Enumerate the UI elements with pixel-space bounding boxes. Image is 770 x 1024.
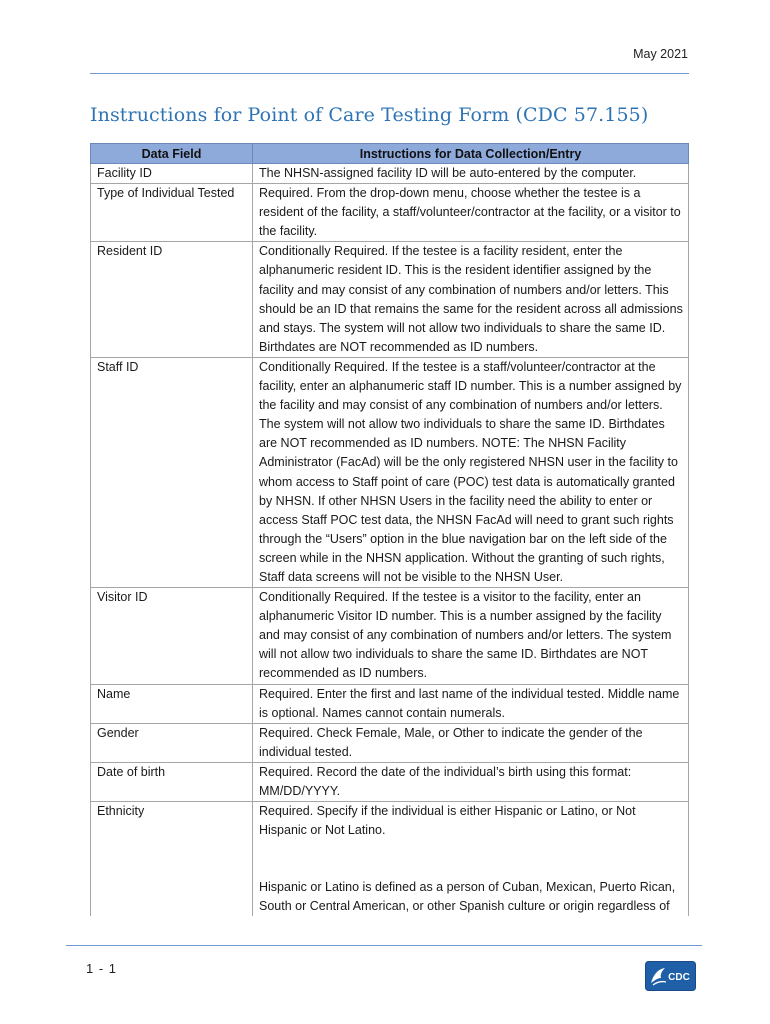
page-title: Instructions for Point of Care Testing Form (CDC 57.155): [90, 104, 649, 126]
field-name: Date of birth: [91, 762, 253, 801]
field-name: Name: [91, 684, 253, 723]
page-number: 1 - 1: [86, 961, 118, 976]
table-row: [91, 802, 689, 917]
column-header-instructions: Instructions for Data Collection/Entry: [253, 144, 689, 164]
field-name: Visitor ID: [91, 588, 253, 684]
field-name: Staff ID: [91, 357, 253, 587]
field-instructions: Required. Record the date of the individual’s birth using this format: MM/DD/YYYY.: [253, 762, 689, 801]
cdc-logo-text: CDC: [668, 972, 690, 983]
instructions-table: [90, 143, 689, 916]
field-name: Resident ID: [91, 242, 253, 358]
paragraph-gap: [259, 840, 684, 878]
field-name: Facility ID: [91, 164, 253, 184]
field-instructions: Required. Check Female, Male, or Other to indicate the gender of the individual tested.: [253, 723, 689, 762]
field-instructions: Conditionally Required. If the testee is a facility resident, enter the alphanumeric resident ID. This is the resident identifier assigned by the facility and may consist of any combination of numbers and/or letters. This should be an ID that remains the same for the resident across all admissions and stays. The system will not allow two individuals to share the same ID. Birthdates are NOT recommended as ID numbers.: [253, 242, 689, 358]
cdc-logo: [645, 961, 696, 991]
field-name: Ethnicity: [91, 802, 253, 917]
field-instructions: [253, 802, 689, 917]
ethnicity-definition: Hispanic or Latino is defined as a person of Cuban, Mexican, Puerto Rican, South or Central American, or other Spanish culture or origin regardless of: [259, 880, 676, 914]
field-instructions: Conditionally Required. If the testee is a visitor to the facility, enter an alphanumeric Visitor ID number. This is a number assigned by the facility and may consist of any combination of numbers and/or letters. The system will not allow two individuals to share the same ID. Birthdates are NOT recommended as ID numbers.: [253, 588, 689, 684]
table-row: [91, 588, 689, 684]
field-instructions: Required. Enter the first and last name of the individual tested. Middle name is optional. Names cannot contain numerals.: [253, 684, 689, 723]
field-instructions: Required. From the drop-down menu, choose whether the testee is a resident of the facility, a staff/volunteer/contractor at the facility, or a visitor to the facility.: [253, 184, 689, 242]
header-rule: [90, 73, 689, 74]
table-row: [91, 357, 689, 587]
table-row: [91, 684, 689, 723]
field-name: Type of Individual Tested: [91, 184, 253, 242]
table-row: [91, 723, 689, 762]
field-name: Gender: [91, 723, 253, 762]
table-row: [91, 242, 689, 358]
ethnicity-instructions: Required. Specify if the individual is either Hispanic or Latino, or Not Hispanic or Not Latino.: [259, 804, 636, 838]
column-header-data-field: Data Field: [91, 144, 253, 164]
footer-rule: [66, 945, 702, 946]
table-row: [91, 164, 689, 184]
field-instructions: The NHSN-assigned facility ID will be auto-entered by the computer.: [253, 164, 689, 184]
table-row: [91, 762, 689, 801]
table-header-row: [91, 144, 689, 164]
field-instructions: Conditionally Required. If the testee is a staff/volunteer/contractor at the facility, enter an alphanumeric staff ID number. This is a number assigned by the facility and may consist of any combination of numbers and/or letters. The system will not allow two individuals to share the same ID. Birthdates are NOT recommended as ID numbers. NOTE: The NHSN Facility Administrator (FacAd) will be the only registered NHSN user in the facility to whom access to Staff point of care (POC) test data is automatically granted by NHSN. If other NHSN Users in the facility need the ability to enter or access Staff POC test data, the NHSN FacAd will need to grant such rights through the “Users” option in the blue navigation bar on the left side of the screen while in the NHSN application. Without the granting of such rights, Staff data screens will not be visible to the NHSN User.: [253, 357, 689, 587]
document-date: May 2021: [633, 47, 688, 61]
table-row: [91, 184, 689, 242]
